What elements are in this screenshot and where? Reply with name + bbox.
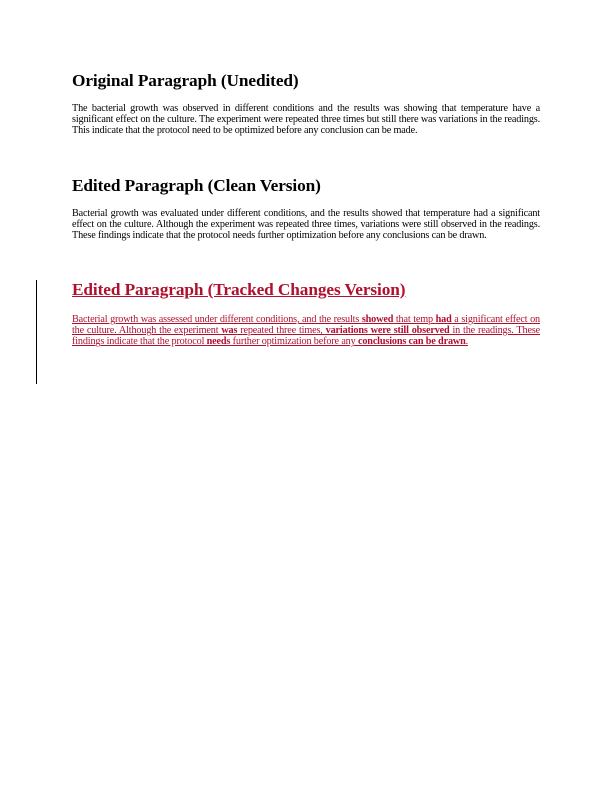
tracked-segment-bold: variations were still observed (325, 325, 450, 337)
clean-heading: Edited Paragraph (Clean Version) (72, 176, 321, 195)
change-bar (36, 280, 37, 384)
tracked-segment: . (465, 336, 469, 348)
tracked-segment-bold: conclusions can be drawn (357, 336, 466, 348)
tracked-paragraph (72, 314, 540, 348)
tracked-segment-bold: needs (206, 336, 231, 348)
tracked-segment-bold: had (435, 314, 452, 325)
original-heading: Original Paragraph (Unedited) (72, 71, 299, 90)
tracked-segment: a significant effect on the culture. Although the experiment (72, 314, 540, 337)
tracked-segment-bold: was (221, 325, 238, 337)
original-paragraph: The bacterial growth was observed in different conditions and the results was showing that temperature have a significant effect on the culture. The experiment were repeated three times but still there was variations in the readings. This indicate that the protocol need to be optimized before any conclusion can be made. (72, 103, 540, 137)
original-section (72, 71, 540, 137)
tracked-section (72, 280, 540, 348)
tracked-heading: Edited Paragraph (Tracked Changes Version) (72, 280, 406, 299)
tracked-segment: repeated three times, (237, 325, 326, 337)
clean-section (72, 176, 540, 242)
tracked-segment: further optimization before any (230, 336, 358, 348)
clean-paragraph: Bacterial growth was evaluated under different conditions, and the results showed that temperature had a significant effect on the culture. Although the experiment was repeated three times, variations were still observed in the readings. These findings indicate that the protocol needs further optimization before any conclusions can be drawn. (72, 208, 540, 242)
tracked-segment: in the readings. These findings indicate that the protocol (72, 325, 541, 348)
tracked-segment: that temp (393, 314, 436, 325)
tracked-segment: Bacterial growth was assessed under different conditions, and the results (72, 314, 362, 325)
tracked-segment-bold: showed (361, 314, 394, 325)
